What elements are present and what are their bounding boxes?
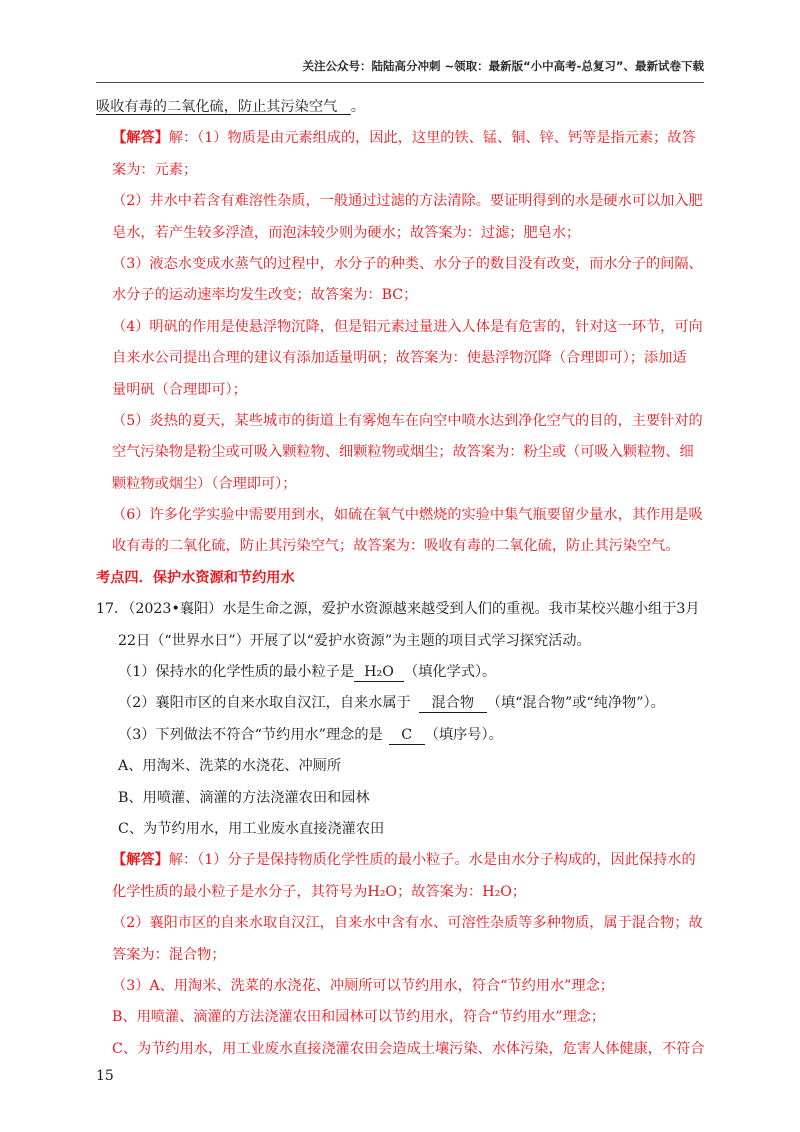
solution-line: （3）A、用淘米、洗菜的水浇花、冲厕所可以节约用水，符合“节约用水”理念；	[112, 977, 614, 994]
header-rule	[96, 82, 704, 83]
solution-line: （2）井水中若含有难溶性杂质，一般通过过滤的方法清除。要证明得到的水是硬水可以加入肥	[112, 193, 703, 210]
answer-blank-1: H₂O	[354, 663, 404, 682]
question-stem: 17．（2023•襄阳）水是生命之源，爱护水资源越来越受到人们的重视。我市某校兴趣小组于3月	[96, 601, 700, 618]
solution-line: （6）许多化学实验中需要用到水，如硫在氧气中燃烧的实验中集气瓶要留少量水，其作用是吸	[112, 507, 703, 524]
solution-line: C、为节约用水，用工业废水直接浇灌农田会造成土壤污染、水体污染，危害人体健康，不符合	[112, 1040, 705, 1057]
answer-blank-2: 混合物	[419, 694, 487, 713]
question-number: 17．	[96, 601, 129, 618]
prev-answer-tail	[96, 92, 708, 123]
page-number: 15	[96, 1068, 114, 1084]
question-stem-cont: 22日（“世界水日”）开展了以“爱护水资源”为主题的项目式学习探究活动。	[118, 632, 591, 649]
solution-line: 【解答】解：（1）物质是由元素组成的，因此，这里的铁、锰、铜、锌、钙等是指元素；故答	[112, 130, 696, 147]
solution-line: B、用喷灌、滴灌的方法浇灌农田和园林可以节约用水，符合“节约用水”理念；	[112, 1009, 606, 1026]
option-c: C、为节约用水，用工业废水直接浇灌农田	[118, 820, 385, 837]
solution	[96, 845, 708, 1065]
solution-line: （3）液态水变成水蒸气的过程中，水分子的种类、水分子的数目没有改变，而水分子的间隔、	[112, 255, 703, 272]
solution-line: 【解答】解：（1）分子是保持物质化学性质的最小粒子。水是由水分子构成的，因此保持水的	[112, 852, 696, 869]
solution-line: 水分子的运动速率均发生改变；故答案为：BC；	[112, 287, 418, 304]
solution-line: 皂水，若产生较多浮渣，而泡沫较少则为硬水；故答案为：过滤；肥皂水；	[112, 224, 581, 241]
solution-line: （4）明矾的作用是使悬浮物沉降，但是铝元素过量进入人体是有危害的，针对这一环节，可向	[112, 318, 703, 335]
solution-line: 案为：元素；	[112, 161, 198, 178]
prev-solution	[96, 123, 708, 562]
question-part-1: （1）保持水的化学性质的最小粒子是 H₂O （填化学式）。	[118, 664, 497, 681]
option-a: A、用淘米、洗菜的水浇花、冲厕所	[118, 758, 342, 775]
solution-line: 化学性质的最小粒子是水分子，其符号为H₂O；故答案为：H₂O；	[112, 883, 527, 900]
solution-line: 空气污染物是粉尘或可吸入颗粒物、细颗粒物或烟尘；故答案为：粉尘或（可吸入颗粒物、细	[112, 444, 694, 461]
question-part-3: （3）下列做法不符合“节约用水”理念的是 C （填序号）。	[118, 726, 503, 743]
solution-line: （5）炎热的夏天，某些城市的街道上有雾炮车在向空中喷水达到净化空气的目的，主要针对的	[112, 412, 703, 429]
prev-answer-period: 。	[350, 99, 365, 115]
question-17	[96, 594, 708, 845]
option-b: B、用喷灌、滴灌的方法浇灌农田和园林	[118, 789, 370, 806]
question-part-2: （2）襄阳市区的自来水取自汉江，自来水属于 混合物 （填“混合物”或“纯净物”）。	[118, 695, 665, 712]
page-header: 关注公众号：陆陆高分冲刺 ~领取：最新版“小中高考-总复习”、最新试卷下载	[302, 59, 704, 73]
solution-line: 收有毒的二氧化硫，防止其污染空气；故答案为：吸收有毒的二氧化硫，防止其污染空气。	[112, 538, 680, 555]
solution-tag: 【解答】	[112, 130, 169, 147]
section-title: 考点四．保护水资源和节约用水	[96, 569, 295, 586]
answer-blank-3: C	[389, 726, 425, 745]
solution-line: 自来水公司提出合理的建议有添加适量明矾；故答案为：使悬浮物沉降（合理即可）；添加适	[112, 350, 687, 367]
solution-line: 答案为：混合物；	[112, 946, 226, 963]
page-content	[96, 92, 708, 1065]
prev-answer-underlined: 吸收有毒的二氧化硫，防止其污染空气	[96, 99, 338, 115]
solution-line: 量明矾（合理即可）；	[112, 381, 247, 398]
solution-line: （2）襄阳市区的自来水取自汉江，自来水中含有水、可溶性杂质等多种物质，属于混合物；故	[112, 915, 703, 932]
solution-tag: 【解答】	[112, 852, 169, 869]
solution-line: 颗粒物或烟尘）（合理即可）；	[112, 475, 297, 492]
